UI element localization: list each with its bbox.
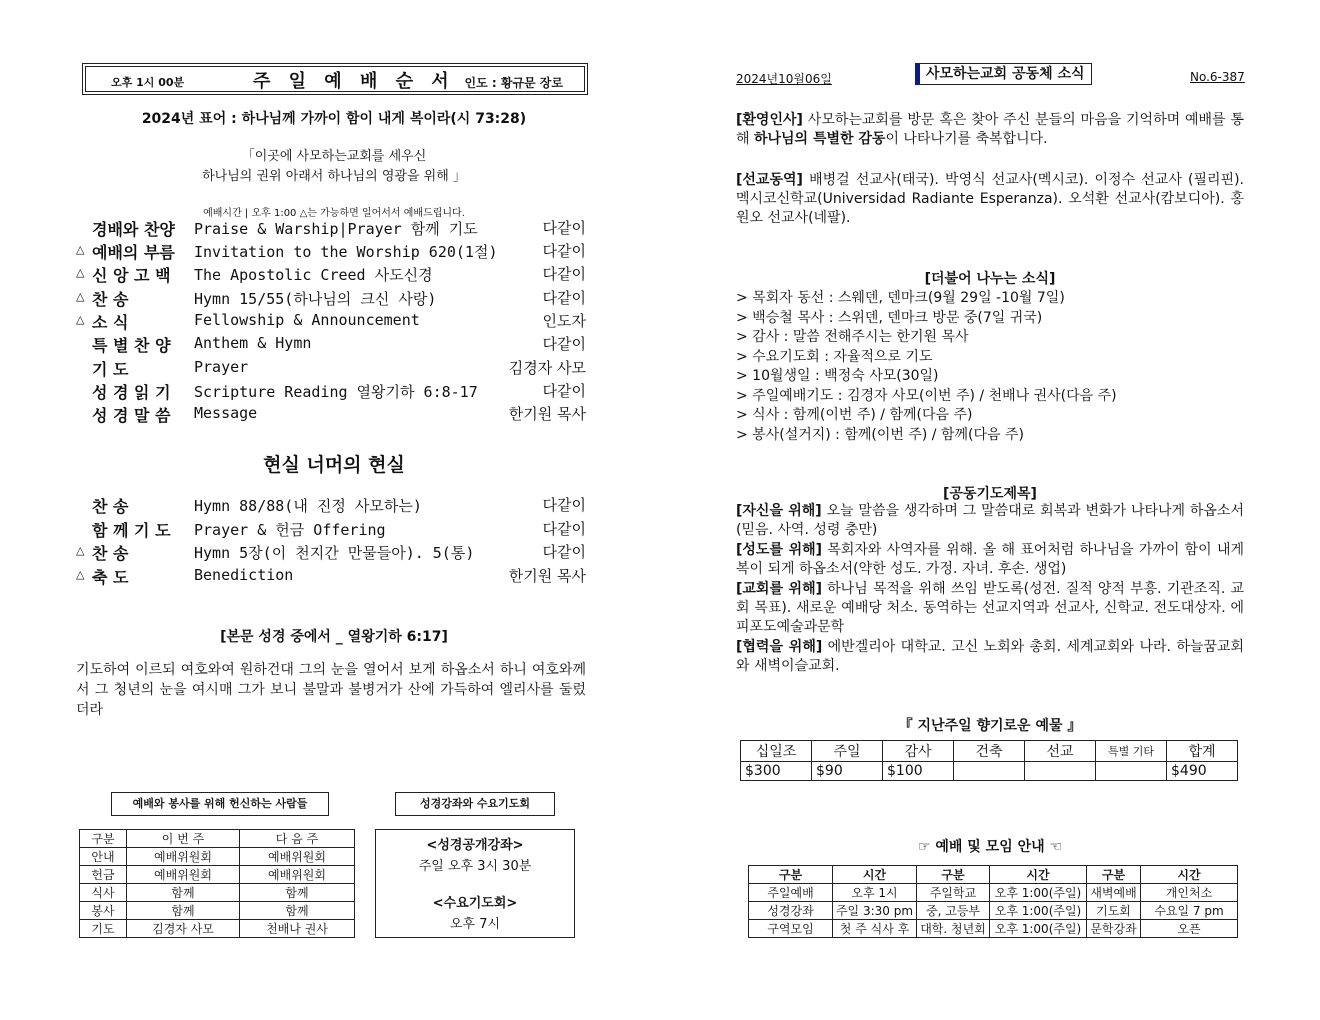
- table-row: [749, 920, 1238, 938]
- prayer-heading: [공동기도제목]: [943, 486, 1037, 502]
- order-row: [76, 494, 586, 516]
- table-cell: 김경자 사모: [127, 920, 240, 938]
- table-row: [741, 762, 1238, 781]
- table-cell: 식사: [80, 884, 127, 902]
- order-label: 함 께 기 도: [92, 521, 171, 540]
- table-header: 십일조: [741, 741, 812, 762]
- order-desc: Invitation to the Worship 620(1절): [194, 243, 498, 261]
- order-desc: Fellowship & Announcement: [194, 311, 420, 329]
- servants-table: [79, 829, 355, 938]
- worship-time-note: 예배시간 | 오후 1:00 △는 가능하면 일어서서 예배드립니다.: [203, 208, 465, 219]
- order-row: [76, 310, 586, 332]
- table-cell: $300: [741, 762, 812, 781]
- order-row: [76, 217, 586, 239]
- stand-mark: △: [76, 313, 85, 326]
- scripture-heading: [본문 성경 중에서 _ 열왕기하 6:17]: [220, 629, 448, 645]
- table-header: 시간: [1141, 866, 1238, 884]
- order-label: 찬 송: [92, 544, 129, 563]
- intro-line-2: 하나님의 권위 아래서 하나님의 영광을 위해 」: [202, 169, 466, 184]
- table-row: [80, 830, 355, 848]
- news-item: > 감사 : 말씀 전해주시는 한기원 목사: [736, 329, 969, 345]
- table-cell: 수요일 7 pm: [1141, 902, 1238, 920]
- worship-order-header: [82, 63, 588, 95]
- mission-text: 배병걸 선교사(태국). 박영식 선교사(멕시코). 이정수 선교사 (필리핀). 멕시코신학교(Universidad Radiante Esperanza). 오석환 선교사(캄보디아). 홍원오 선교사(네팔).: [736, 172, 1244, 226]
- table-cell: 주일학교: [917, 884, 990, 902]
- stand-mark: △: [76, 568, 85, 581]
- table-header: 시간: [833, 866, 917, 884]
- prayer-label: [협력을 위해]: [736, 639, 823, 655]
- order-desc: Hymn 88/88(내 진정 사모하는): [194, 497, 422, 515]
- stand-mark: △: [76, 243, 85, 256]
- table-cell: [954, 762, 1025, 781]
- welcome-label: [환영인사]: [736, 112, 803, 128]
- offering-table: [740, 740, 1238, 781]
- table-header: 시간: [990, 866, 1087, 884]
- table-cell: 성경강좌: [749, 902, 833, 920]
- worship-leader: 인도 : 황규문 장로: [464, 76, 563, 90]
- order-row: [76, 518, 586, 540]
- table-row: [80, 866, 355, 884]
- table-header: 감사: [883, 741, 954, 762]
- table-cell: 헌금: [80, 866, 127, 884]
- order-who: 다같이: [542, 382, 586, 400]
- table-cell: 오후 1시: [833, 884, 917, 902]
- study-title-2: <수요기도회>: [432, 896, 518, 911]
- order-label: 찬 송: [92, 497, 129, 516]
- prayer-text: 하나님 목적을 위해 쓰임 받도록(성전. 질적 양적 부흥. 기관조직. 교회 목표). 새로운 예배당 처소. 동역하는 선교지역과 선교사, 신학교. 전도대상자. 에피포도예술과문학: [736, 581, 1244, 635]
- order-row: [76, 240, 586, 262]
- table-cell: 중, 고등부: [917, 902, 990, 920]
- table-cell: $90: [812, 762, 883, 781]
- welcome-text: 사모하는교회를 방문 혹은 찾아 주신 분들의 마음을 기억하며 예배를 통해: [736, 112, 1244, 147]
- table-cell: 구역모임: [749, 920, 833, 938]
- worship-order-title: 주 일 예 배 순 서: [253, 71, 455, 92]
- order-row: [76, 263, 586, 285]
- table-header: 구분: [80, 830, 127, 848]
- year-motto: 2024년 표어 : 하나님께 가까이 함이 내게 복이라(시 73:28): [141, 111, 527, 127]
- table-row: [749, 884, 1238, 902]
- prayer-text: 에반겔리아 대학교. 고신 노회와 총회. 세계교회와 나라. 하늘꿈교회와 새벽이슬교회.: [736, 639, 1244, 674]
- table-header: 합계: [1167, 741, 1238, 762]
- table-header: 구분: [917, 866, 990, 884]
- welcome-bold: 하나님의 특별한 감동: [753, 131, 886, 147]
- table-cell: 대학. 청년회: [917, 920, 990, 938]
- order-desc: Message: [194, 404, 258, 422]
- table-cell: 개인처소: [1141, 884, 1238, 902]
- order-row: [76, 333, 586, 355]
- table-cell: $490: [1167, 762, 1238, 781]
- order-desc: The Apostolic Creed 사도신경: [194, 266, 433, 284]
- servants-label: 예배와 봉사를 위해 헌신하는 사람들: [111, 792, 329, 816]
- study-box: [375, 829, 575, 938]
- order-who: 다같이: [542, 219, 586, 237]
- prayer-label: [자신을 위해]: [736, 503, 822, 519]
- order-desc: Prayer & 헌금 Offering: [194, 521, 386, 539]
- news-item: > 목회자 동선 : 스웨덴, 덴마크(9월 29일 -10월 7일): [736, 290, 1065, 306]
- prayer-text: 오늘 말씀을 생각하며 그 말씀대로 회복과 변화가 나타나게 하옵소서(믿음. 사역. 성령 충만): [736, 503, 1244, 538]
- order-who: 인도자: [542, 312, 586, 330]
- order-desc: Benediction: [194, 566, 294, 584]
- order-label: 경배와 찬양: [92, 220, 175, 239]
- table-cell: 봉사: [80, 902, 127, 920]
- table-cell: $100: [883, 762, 954, 781]
- prayer-item: [736, 638, 1244, 676]
- news-item: > 백승철 목사 : 스위덴, 덴마크 방문 중(7일 귀국): [736, 310, 1043, 326]
- table-header: 다 음 주: [240, 830, 355, 848]
- intro-line-1: 「이곳에 사모하는교회를 세우신: [241, 149, 427, 164]
- study-time-2: 오후 7시: [449, 917, 501, 932]
- table-cell: 주일예배: [749, 884, 833, 902]
- order-label: 신 앙 고 백: [92, 266, 171, 285]
- mission-label: [선교동역]: [736, 172, 803, 188]
- news-heading: [더불어 나누는 소식]: [924, 271, 1056, 287]
- order-who: 김경자 사모: [508, 359, 586, 377]
- table-header: 건축: [954, 741, 1025, 762]
- table-header: 특별 기타: [1096, 741, 1167, 762]
- order-desc: Praise & Warship|Prayer 함께 기도: [194, 220, 478, 238]
- prayer-item: [736, 580, 1244, 637]
- order-desc: Prayer: [194, 358, 249, 376]
- table-cell: 함께: [240, 884, 355, 902]
- table-cell: 안내: [80, 848, 127, 866]
- order-row: [76, 380, 586, 402]
- order-who: 다같이: [542, 289, 586, 307]
- table-cell: 문학강좌: [1087, 920, 1141, 938]
- welcome-tail: 이 나타나기를 축복합니다.: [885, 131, 1048, 147]
- order-label: 찬 송: [92, 290, 129, 309]
- order-row: [76, 541, 586, 563]
- order-row: [76, 565, 586, 587]
- news-item: > 수요기도회 : 자율적으로 기도: [736, 349, 933, 365]
- order-who: 다같이: [542, 543, 586, 561]
- table-cell: 새벽예배: [1087, 884, 1141, 902]
- table-cell: 오후 1:00(주일): [990, 920, 1087, 938]
- order-desc: Scripture Reading 열왕기하 6:8-17: [194, 383, 478, 401]
- offering-heading: 『 지난주일 향기로운 예물 』: [898, 718, 1082, 734]
- order-who: 다같이: [542, 335, 586, 353]
- order-who: 다같이: [542, 520, 586, 538]
- table-row: [80, 920, 355, 938]
- table-cell: 오픈: [1141, 920, 1238, 938]
- table-cell: 함께: [127, 902, 240, 920]
- welcome-paragraph: [736, 111, 1244, 149]
- news-item: > 주일예배기도 : 김경자 사모(이번 주) / 천배나 권사(다음 주): [736, 388, 1117, 404]
- order-label: 특 별 찬 양: [92, 336, 171, 355]
- order-who: 다같이: [542, 265, 586, 283]
- order-desc: Hymn 5장(이 천지간 만물들아). 5(통): [194, 544, 475, 562]
- table-cell: 오후 1:00(주일): [990, 902, 1087, 920]
- table-header: 구분: [1087, 866, 1141, 884]
- stand-mark: △: [76, 266, 85, 279]
- table-cell: 주일 3:30 pm: [833, 902, 917, 920]
- table-row: [749, 902, 1238, 920]
- table-header: 이 번 주: [127, 830, 240, 848]
- table-row: [80, 884, 355, 902]
- study-title-1: <성경공개강좌>: [426, 838, 524, 853]
- news-item: > 봉사(설거지) : 함께(이번 주) / 함께(다음 주): [736, 427, 1024, 443]
- scripture-text: 기도하여 이르되 여호와여 원하건대 그의 눈을 열어서 보게 하옵소서 하니 여호와께서 그 청년의 눈을 여시매 그가 보니 불말과 불병거가 산에 가득하여 엘리사를 둘렀더라: [76, 662, 586, 718]
- table-cell: 예배위원회: [127, 848, 240, 866]
- order-who: 다같이: [542, 242, 586, 260]
- table-cell: 기도: [80, 920, 127, 938]
- table-row: [80, 902, 355, 920]
- order-desc: Hymn 15/55(하나님의 크신 사랑): [194, 290, 437, 308]
- table-cell: 천배나 권사: [240, 920, 355, 938]
- table-cell: 오후 1:00(주일): [990, 884, 1087, 902]
- meeting-heading: ☞ 예배 및 모임 안내 ☜: [917, 839, 1063, 855]
- news-title: 사모하는교회 공동체 소식: [915, 63, 1092, 85]
- table-row: [80, 848, 355, 866]
- prayer-item: [736, 502, 1244, 540]
- order-label: 성 경 읽 기: [92, 383, 171, 402]
- order-row: [76, 287, 586, 309]
- order-row: [76, 357, 586, 379]
- table-header: 주일: [812, 741, 883, 762]
- stand-mark: △: [76, 290, 85, 303]
- study-label: 성경강좌와 수요기도회: [395, 792, 555, 816]
- order-label: 성 경 말 씀: [92, 406, 171, 425]
- order-row: [76, 403, 586, 425]
- order-label: 축 도: [92, 568, 129, 587]
- study-time-1: 주일 오후 3시 30분: [418, 859, 532, 874]
- prayer-label: [성도를 위해]: [736, 542, 823, 558]
- bulletin-date: 2024년10월06일: [736, 72, 832, 86]
- table-cell: 예배위원회: [240, 848, 355, 866]
- order-who: 다같이: [542, 496, 586, 514]
- stand-mark: △: [76, 544, 85, 557]
- table-cell: 함께: [240, 902, 355, 920]
- order-desc: Anthem & Hymn: [194, 334, 312, 352]
- order-label: 소 식: [92, 313, 129, 332]
- table-cell: 기도회: [1087, 902, 1141, 920]
- worship-time: 오후 1시 00분: [111, 76, 185, 89]
- table-cell: 함께: [127, 884, 240, 902]
- table-cell: [1096, 762, 1167, 781]
- order-who: 한기원 목사: [508, 405, 586, 423]
- table-row: [741, 741, 1238, 762]
- table-cell: 예배위원회: [127, 866, 240, 884]
- issue-number: No.6-387: [1190, 70, 1245, 84]
- table-row: [749, 866, 1238, 884]
- table-cell: [1025, 762, 1096, 781]
- news-item: > 10월생일 : 백정숙 사모(30일): [736, 368, 939, 384]
- order-label: 예배의 부름: [92, 243, 175, 262]
- mission-paragraph: [736, 171, 1244, 228]
- table-cell: 예배위원회: [240, 866, 355, 884]
- meeting-table: [748, 865, 1238, 938]
- prayer-label: [교회를 위해]: [736, 581, 822, 597]
- sermon-title: 현실 너머의 현실: [263, 454, 405, 476]
- prayer-text: 목회자와 사역자를 위해. 올 해 표어처럼 하나님을 가까이 함이 내게 복이 되게 하옵소서(약한 성도. 가정. 자녀. 후손. 생업): [736, 542, 1244, 577]
- table-header: 구분: [749, 866, 833, 884]
- order-label: 기 도: [92, 360, 129, 379]
- order-who: 한기원 목사: [508, 567, 586, 585]
- news-item: > 식사 : 함께(이번 주) / 함께(다음 주): [736, 407, 973, 423]
- table-cell: 첫 주 식사 후: [833, 920, 917, 938]
- prayer-item: [736, 541, 1244, 579]
- table-header: 선교: [1025, 741, 1096, 762]
